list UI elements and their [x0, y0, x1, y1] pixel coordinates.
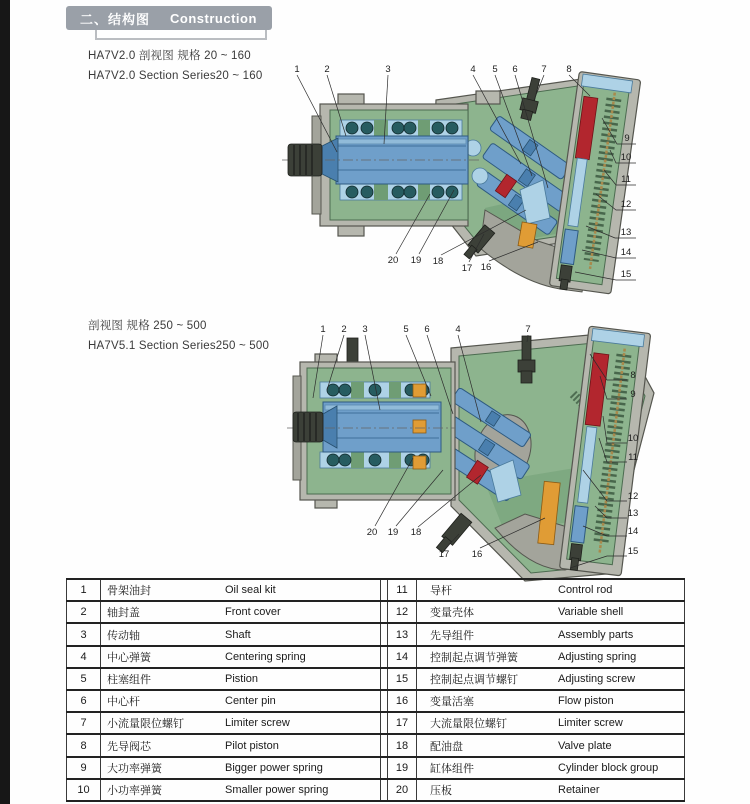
- banner-title-en: Construction: [170, 10, 257, 26]
- scan-edge-strip: [0, 0, 10, 804]
- part-number: 7: [66, 713, 100, 733]
- part-name-cn: 大流量限位螺钉: [430, 718, 507, 731]
- part-name-cell: [416, 780, 685, 800]
- part-name-cell: [416, 580, 685, 600]
- callout-6: 6: [424, 324, 430, 335]
- part-number: 10: [66, 780, 100, 800]
- callout-14: 14: [620, 247, 632, 258]
- part-name-cell: [100, 758, 380, 778]
- part-name-en: Valve plate: [558, 739, 612, 752]
- part-name-en: Adjusting spring: [558, 650, 637, 663]
- callout-10: 10: [620, 152, 632, 163]
- pump-cross-section-ha7v2: [280, 58, 655, 308]
- table-row: [66, 645, 685, 667]
- callout-14: 14: [627, 526, 639, 537]
- part-name-cell: [416, 624, 685, 644]
- part-name-en: Pistion: [225, 672, 259, 685]
- callout-12: 12: [627, 491, 639, 502]
- part-number: 20: [395, 783, 409, 796]
- column-spacer: [380, 624, 388, 644]
- part-name-en: Limiter screw: [225, 717, 290, 730]
- table-row: [66, 578, 685, 600]
- caption-line-cn: 剖视图 规格 250 ~ 500: [88, 320, 207, 332]
- column-spacer: [380, 647, 388, 667]
- callout-19: 19: [410, 255, 422, 266]
- column-spacer: [380, 780, 388, 800]
- part-name-cn: 中心杆: [107, 696, 140, 709]
- caption-series-20-160: [88, 46, 262, 86]
- part-number: 5: [66, 669, 100, 689]
- splined-shaft-end: [288, 144, 322, 176]
- part-name-cn: 变量壳体: [430, 607, 474, 620]
- caption-line-cn: HA7V2.0 剖视图 规格 20 ~ 160: [88, 50, 251, 62]
- callout-5: 5: [403, 324, 409, 335]
- column-spacer: [380, 735, 388, 755]
- part-name-cn: 中心弹簧: [107, 651, 151, 664]
- banner-title-cn: 二、结构图: [80, 11, 151, 27]
- part-number: 19: [395, 761, 409, 774]
- callout-8: 8: [566, 64, 572, 75]
- column-spacer: [380, 713, 388, 733]
- part-name-en: Variable shell: [558, 606, 624, 619]
- column-spacer: [380, 602, 388, 622]
- callout-7: 7: [525, 324, 531, 335]
- part-name-cell: [416, 713, 685, 733]
- callout-19: 19: [387, 527, 399, 538]
- part-name-en: Center pin: [225, 695, 276, 708]
- part-name-cell: [100, 669, 380, 689]
- part-name-cell: [100, 647, 380, 667]
- part-number: 2: [66, 602, 100, 622]
- part-name-cell: [100, 713, 380, 733]
- part-name-cn: 配油盘: [430, 740, 463, 753]
- callout-1: 1: [294, 64, 300, 75]
- adjust-screw-tip: [560, 279, 568, 290]
- ball-joint: [472, 168, 488, 184]
- table-row: [66, 600, 685, 622]
- part-name-en: Limiter screw: [558, 717, 623, 730]
- callout-17: 17: [438, 549, 450, 560]
- part-name-en: Smaller power spring: [225, 783, 329, 796]
- section-banner: [66, 6, 272, 30]
- callout-3: 3: [362, 324, 368, 335]
- part-number: 3: [66, 624, 100, 644]
- part-name-en: Assembly parts: [558, 628, 634, 641]
- callout-11: 11: [621, 174, 631, 185]
- callout-16: 16: [471, 549, 483, 560]
- callout-15: 15: [627, 546, 639, 557]
- part-name-cell: [100, 735, 380, 755]
- column-spacer: [380, 580, 388, 600]
- part-name-en: Cylinder block group: [558, 761, 659, 774]
- callout-4: 4: [470, 64, 476, 75]
- column-spacer: [380, 758, 388, 778]
- part-name-en: Front cover: [225, 606, 281, 619]
- table-row: [66, 756, 685, 778]
- part-name-cell: [416, 669, 685, 689]
- callout-2: 2: [341, 324, 347, 335]
- part-number: 13: [395, 628, 409, 641]
- retainer-pad: [413, 456, 426, 469]
- part-number: 8: [66, 735, 100, 755]
- part-name-cn: 骨架油封: [107, 585, 151, 598]
- part-name-en: Pilot piston: [225, 739, 279, 752]
- callout-15: 15: [620, 269, 632, 280]
- part-name-en: Oil seal kit: [225, 584, 276, 597]
- part-name-cell: [100, 602, 380, 622]
- part-name-cell: [416, 735, 685, 755]
- table-row: [66, 689, 685, 711]
- part-name-cell: [416, 602, 685, 622]
- table-row: [66, 622, 685, 644]
- part-number: 16: [395, 695, 409, 708]
- part-number: 18: [395, 739, 409, 752]
- part-name-cell: [100, 624, 380, 644]
- part-name-en: Centering spring: [225, 650, 306, 663]
- part-name-cn: 控制起点调节弹簧: [430, 651, 518, 664]
- callout-13: 13: [620, 227, 632, 238]
- callout-18: 18: [432, 256, 444, 267]
- callout-1: 1: [320, 324, 326, 335]
- part-name-cn: 小流量限位螺钉: [107, 718, 184, 731]
- front-casing: [293, 338, 455, 508]
- part-number: 11: [396, 584, 408, 597]
- callout-8: 8: [630, 370, 636, 381]
- callout-6: 6: [512, 64, 518, 75]
- part-name-cn: 轴封盖: [107, 607, 140, 620]
- part-number: 9: [66, 758, 100, 778]
- callout-9: 9: [624, 133, 630, 144]
- adjust-screw-tip: [570, 558, 578, 571]
- part-name-cn: 压板: [430, 784, 452, 797]
- part-number: 15: [395, 672, 409, 685]
- retainer-pad: [413, 420, 426, 433]
- callout-20: 20: [387, 255, 399, 266]
- part-name-cell: [100, 691, 380, 711]
- table-row: [66, 778, 685, 800]
- part-name-cn: 小功率弹簧: [107, 784, 162, 797]
- part-name-cn: 缸体组件: [430, 762, 474, 775]
- part-name-en: Retainer: [558, 783, 600, 796]
- part-number: 12: [395, 606, 409, 619]
- table-row: [66, 733, 685, 755]
- callout-17: 17: [461, 263, 473, 274]
- part-name-cell: [100, 580, 380, 600]
- splined-shaft-end: [293, 412, 323, 442]
- retainer-pad: [413, 384, 426, 397]
- callout-20: 20: [366, 527, 378, 538]
- callout-5: 5: [492, 64, 498, 75]
- callout-13: 13: [627, 508, 639, 519]
- part-name-cn: 控制起点调节螺钉: [430, 673, 518, 686]
- part-name-cn: 柱塞组件: [107, 673, 151, 686]
- part-number: 4: [66, 647, 100, 667]
- callout-2: 2: [324, 64, 330, 75]
- callout-18: 18: [410, 527, 422, 538]
- parts-table: [66, 578, 685, 802]
- part-name-en: Bigger power spring: [225, 761, 323, 774]
- part-name-en: Control rod: [558, 584, 613, 597]
- part-name-en: Adjusting screw: [558, 672, 636, 685]
- callout-12: 12: [620, 199, 632, 210]
- caption-series-250-500: [88, 316, 269, 356]
- caption-line-en: HA7V5.1 Section Series250 ~ 500: [88, 340, 270, 352]
- part-name-cell: [416, 691, 685, 711]
- callout-4: 4: [455, 324, 461, 335]
- top-stud: [347, 338, 358, 362]
- table-row: [66, 711, 685, 733]
- part-name-cn: 先导阀芯: [107, 740, 151, 753]
- part-name-cn: 先导组件: [430, 629, 474, 642]
- callout-10: 10: [627, 433, 639, 444]
- part-number: 14: [395, 650, 409, 663]
- table-row: [66, 667, 685, 689]
- front-casing: [288, 91, 500, 236]
- callout-7: 7: [541, 64, 547, 75]
- part-name-cell: [100, 780, 380, 800]
- column-spacer: [380, 669, 388, 689]
- part-name-cell: [416, 647, 685, 667]
- part-number: 6: [66, 691, 100, 711]
- pump-cross-section-ha7v5: [285, 318, 660, 583]
- part-name-cn: 传动轴: [107, 629, 140, 642]
- caption-line-en: HA7V2.0 Section Series20 ~ 160: [88, 70, 263, 82]
- part-name-cn: 大功率弹簧: [107, 762, 162, 775]
- part-name-cell: [416, 758, 685, 778]
- part-name-en: Flow piston: [558, 695, 614, 708]
- callout-3: 3: [385, 64, 391, 75]
- column-spacer: [380, 691, 388, 711]
- part-number: 17: [395, 717, 409, 730]
- callout-11: 11: [628, 452, 638, 463]
- part-name-cn: 变量活塞: [430, 696, 474, 709]
- callout-9: 9: [630, 389, 636, 400]
- callout-16: 16: [480, 262, 492, 273]
- part-name-cn: 导杆: [430, 585, 452, 598]
- part-number: 1: [66, 580, 100, 600]
- part-name-en: Shaft: [225, 628, 251, 641]
